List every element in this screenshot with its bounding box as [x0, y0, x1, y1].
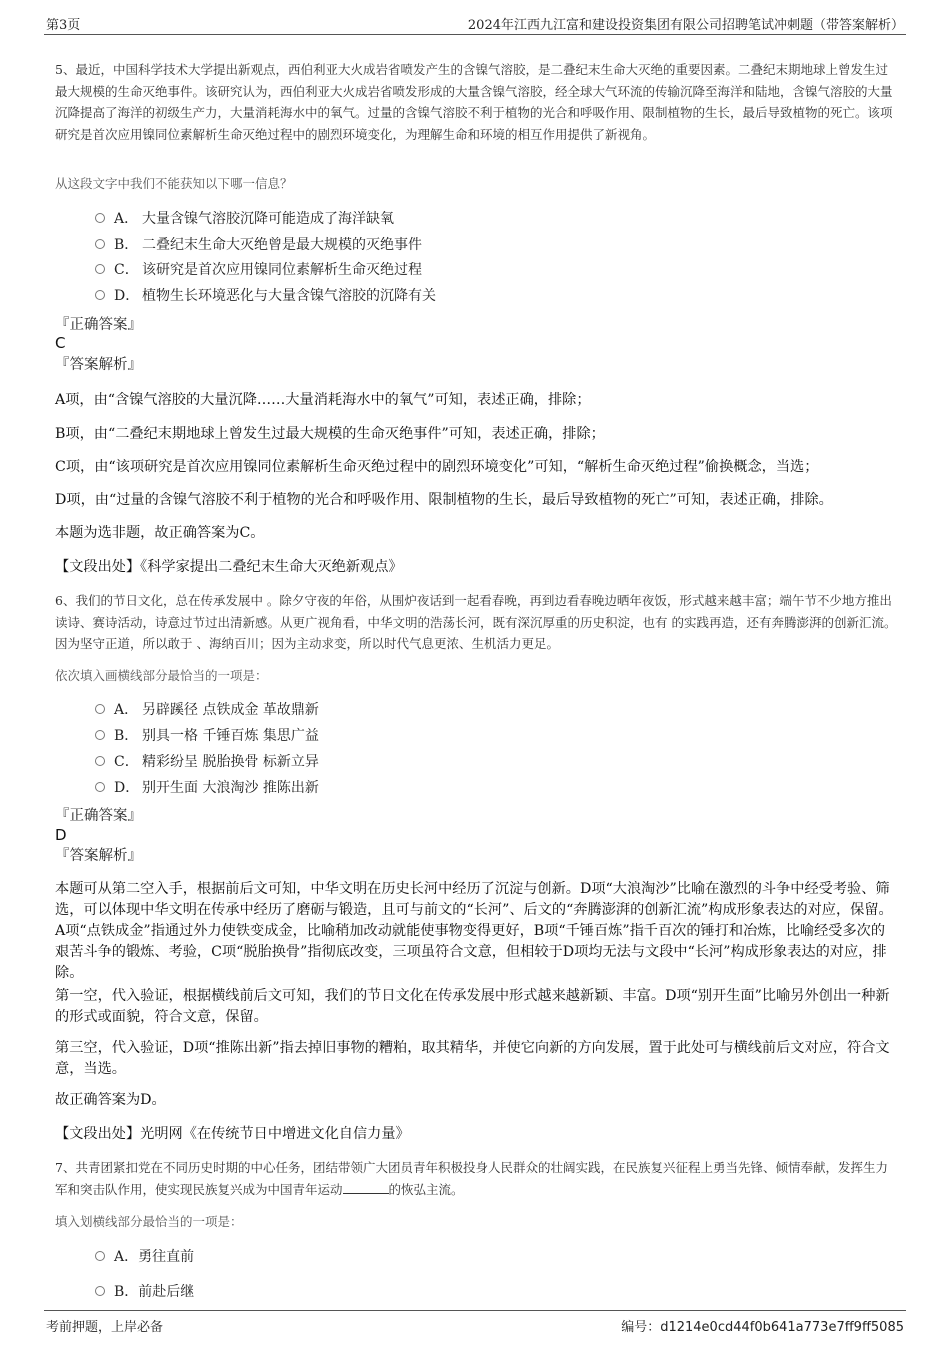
radio-icon[interactable] [95, 1286, 105, 1296]
q5-answer: C [55, 334, 66, 352]
q6-stem: 6、我们的节日文化，总在传承发展中 。除夕守夜的年俗，从围炉夜话到一起看春晚，再到边看春晚边晒年夜饭，形式越来越丰富；端午节不少地方推出读诗、赛诗活动，诗意过节过出清新感。从更广视角看，中华文明的浩荡长河，既有深沉厚重的历史积淀，也有 的实践再造，还有奔腾澎湃的创新汇流。因为坚守正道，所以敢于 、海纳百川；因为主动求变，所以时代气息更浓、生机活力更足。 [55, 593, 897, 651]
q6-option-b[interactable]: B． 别具一格 千锤百炼 集思广益 [95, 724, 319, 748]
document-title: 2024年江西九江富和建设投资集团有限公司招聘笔试冲刺题（带答案解析） [467, 18, 904, 33]
q6-prompt: 依次填入画横线部分最恰当的一项是： [55, 668, 268, 683]
q7-stem: 7、共青团紧扣党在不同历史时期的中心任务，团结带领广大团员青年积极投身人民群众的壮阔实践，在民族复兴征程上勇当先锋、倾情奉献，发挥生力军和突击队作用，使实现民族复兴成为中国青年运动 的恢弘主流。 [55, 1160, 888, 1197]
radio-icon[interactable] [95, 290, 105, 300]
q5-option-b[interactable]: B． 二叠纪末生命大灭绝曾是最大规模的灭绝事件 [95, 233, 422, 257]
q6-source: 【文段出处】光明网《在传统节日中增进文化自信力量》 [55, 1126, 410, 1142]
q5-stem: 5、最近，中国科学技术大学提出新观点，西伯利亚大火成岩省喷发产生的含镍气溶胶，是二叠纪末生命大灭绝的重要因素。二叠纪末期地球上曾发生过最大规模的生命灭绝事件。该研究认为，西伯利亚大火成岩省喷发形成的大量含镍气溶胶，经全球大气环流的传输沉降至海洋和陆地，含镍气溶胶的大量沉降提高了海洋的初级生产力，大量消耗海水中的氧气。过量的含镍气溶胶不利于植物的光合和呼吸作用、限制植物的生长，最后导致植物的死亡。该项研究是首次应用镍同位素解析生命灭绝过程中的剧烈环境变化，为理解生命和环境的相互作用提供了新视角。 [55, 62, 893, 142]
radio-icon[interactable] [95, 213, 105, 223]
radio-icon[interactable] [95, 239, 105, 249]
q5-option-d[interactable]: D． 植物生长环境恶化与大量含镍气溶胶的沉降有关 [95, 284, 436, 308]
q6-option-c[interactable]: C． 精彩纷呈 脱胎换骨 标新立异 [95, 750, 319, 774]
fill-blank-line [343, 1181, 389, 1194]
page-number: 第3页 [46, 18, 81, 33]
radio-icon[interactable] [95, 782, 105, 792]
q5-analysis-c: C项，由“该项研究是首次应用镍同位素解析生命灭绝过程中的剧烈环境变化”可知，“解析生命灭绝过程”偷换概念，当选； [55, 459, 819, 475]
q6-answer-label: 『正确答案』 [55, 808, 142, 824]
radio-icon[interactable] [95, 704, 105, 714]
q5-option-c[interactable]: C． 该研究是首次应用镍同位素解析生命灭绝过程 [95, 258, 422, 282]
q6-analysis-first-blank: 第一空，代入验证，根据横线前后文可知，我们的节日文化在传承发展中形式越来越新颖、丰富。D项“别开生面”比喻另外创出一种新的形式或面貌，符合文意，保留。 [55, 988, 890, 1025]
q7-option-a[interactable]: A．勇往直前 [95, 1245, 194, 1269]
q5-answer-label: 『正确答案』 [55, 317, 142, 333]
q5-analysis-a: A项，由“含镍气溶胶的大量沉降……大量消耗海水中的氧气”可知，表述正确，排除； [55, 392, 591, 408]
radio-icon[interactable] [95, 264, 105, 274]
q6-option-d[interactable]: D． 别开生面 大浪淘沙 推陈出新 [95, 776, 319, 800]
footer-slogan: 考前押题，上岸必备 [46, 1320, 164, 1335]
q7-option-b[interactable]: B．前赴后继 [95, 1280, 194, 1304]
q5-prompt: 从这段文字中我们不能获知以下哪一信息？ [55, 176, 293, 191]
q7-prompt: 填入划横线部分最恰当的一项是： [55, 1214, 243, 1229]
q6-conclusion: 故正确答案为D。 [55, 1092, 166, 1108]
q6-answer: D [55, 826, 67, 844]
page-header [44, 10, 906, 35]
q5-analysis-d: D项，由“过量的含镍气溶胶不利于植物的光合和呼吸作用、限制植物的生长，最后导致植物的死亡”可知，表述正确，排除。 [55, 492, 833, 508]
q6-analysis-third-blank: 第三空，代入验证，D项“推陈出新”指去掉旧事物的糟粕，取其精华，并使它向新的方向发展，置于此处可与横线前后文对应，符合文意，当选。 [55, 1040, 890, 1077]
q5-analysis-label: 『答案解析』 [55, 357, 142, 373]
q5-analysis-b: B项，由“二叠纪末期地球上曾发生过最大规模的生命灭绝事件”可知，表述正确，排除； [55, 426, 605, 442]
q5-option-a[interactable]: A． 大量含镍气溶胶沉降可能造成了海洋缺氧 [95, 207, 394, 231]
page-footer [44, 1310, 906, 1337]
radio-icon[interactable] [95, 730, 105, 740]
radio-icon[interactable] [95, 1251, 105, 1261]
q5-conclusion: 本题为选非题，故正确答案为C。 [55, 525, 265, 541]
q5-source: 【文段出处】《科学家提出二叠纪末生命大灭绝新观点》 [55, 559, 403, 575]
q6-option-a[interactable]: A． 另辟蹊径 点铁成金 革故鼎新 [95, 698, 319, 722]
q6-analysis-label: 『答案解析』 [55, 848, 142, 864]
radio-icon[interactable] [95, 756, 105, 766]
q6-analysis-main: 本题可从第二空入手，根据前后文可知，中华文明在历史长河中经历了沉淀与创新。D项“大浪淘沙”比喻在激烈的斗争中经受考验、筛选，可以体现中华文明在传承中经历了磨砺与锻造，且可与前文的“长河”、后文的“奔腾澎湃的创新汇流”构成形象表达的对应，保留。A项“点铁成金”指通过外力使铁变成金，比喻稍加改动就能使事物变得更好，B项“千锤百炼”指千百次的锤打和冶炼，比喻经受多次的艰苦斗争的锻炼、考验，C项“脱胎换骨”指彻底改变，三项虽符合文意，但相较于D项均无法与文段中“长河”构成形象表达的对应，排除。 [55, 881, 893, 981]
document-id: 编号：d1214e0cd44f0b641a773e7ff9ff5085 [621, 1320, 904, 1335]
